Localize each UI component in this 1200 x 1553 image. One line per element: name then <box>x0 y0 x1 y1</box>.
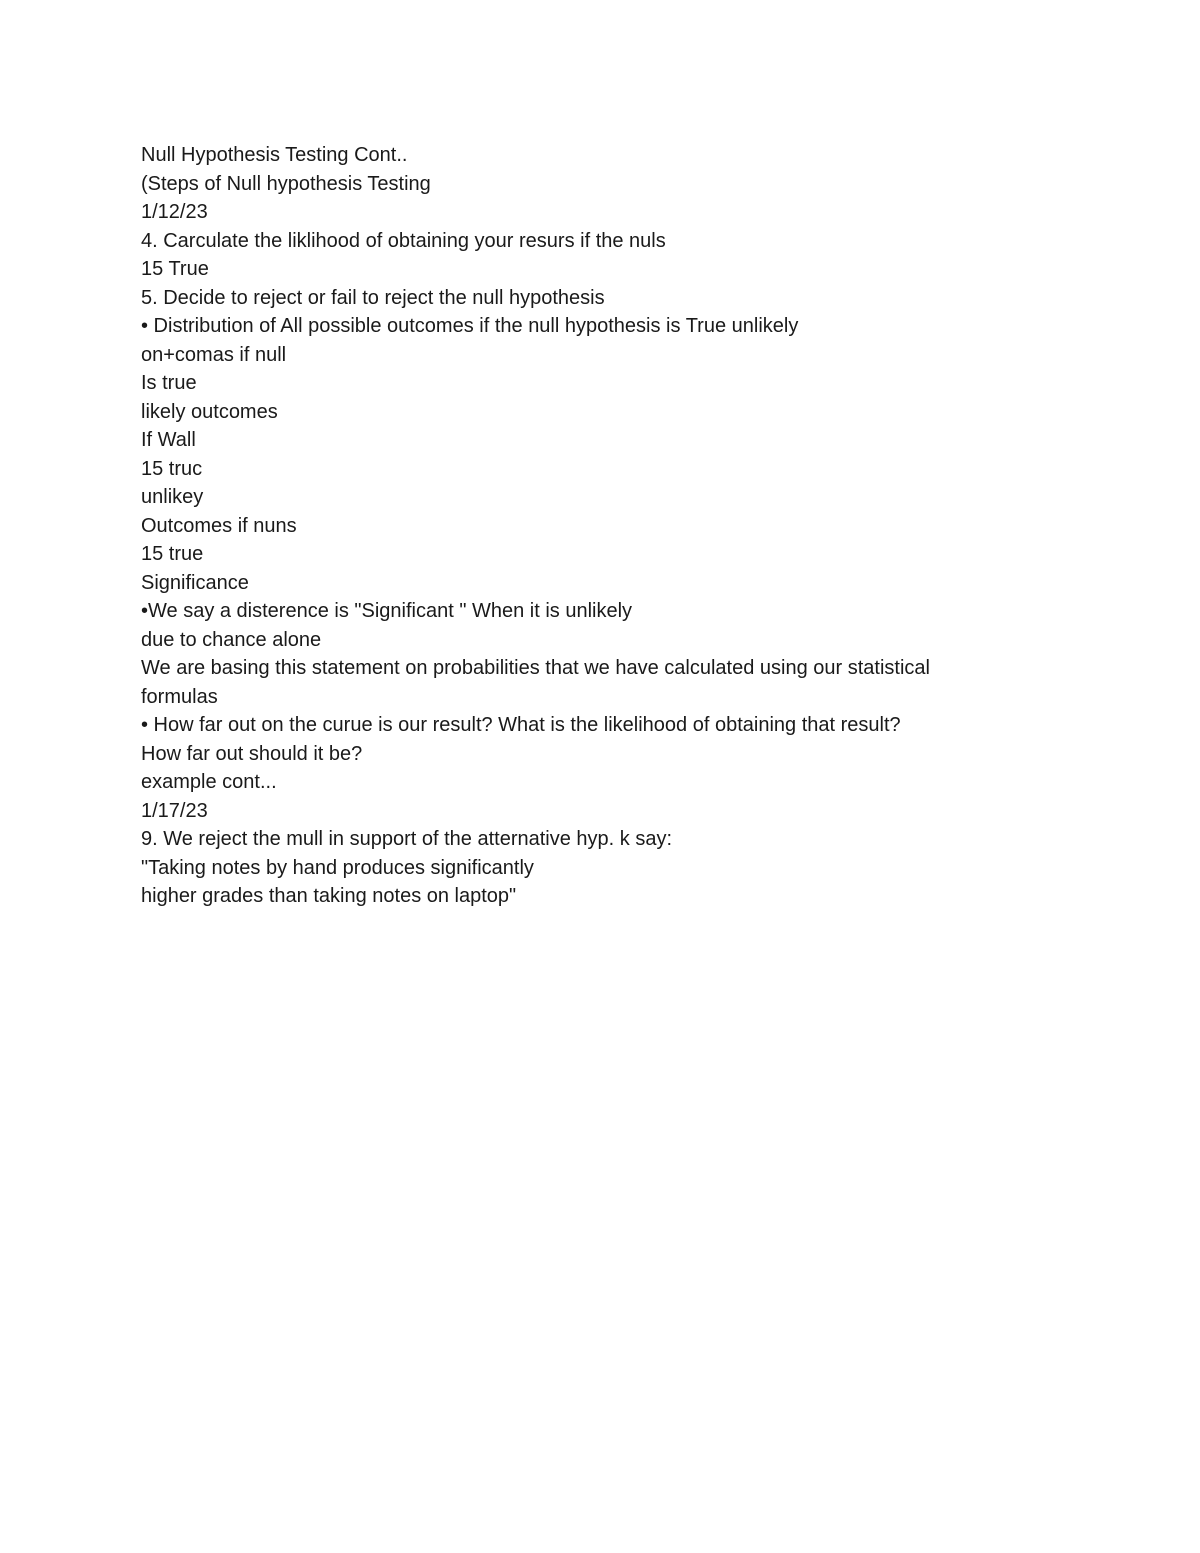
doc-line: How far out should it be? <box>141 742 363 765</box>
doc-line: example cont... <box>141 771 277 793</box>
doc-line: 15 truc <box>141 457 203 480</box>
doc-bullet: • How far out on the curue is our result? What is the likelihood of obtaining that result? <box>141 714 901 736</box>
doc-line: formulas <box>141 685 218 708</box>
doc-bullet: •We say a disterence is "Significant " When it is unlikely <box>141 600 633 622</box>
doc-subtitle: (Steps of Null hypothesis Testing <box>141 172 431 195</box>
doc-line: Is true <box>141 372 197 394</box>
doc-section-heading: Significance <box>141 571 249 594</box>
doc-bullet: • Distribution of All possible outcomes if the null hypothesis is True unlikely <box>141 315 799 337</box>
doc-line: 15 true <box>141 543 204 565</box>
doc-quote: higher grades than taking notes on laptop" <box>141 885 517 907</box>
doc-date: 1/12/23 <box>141 201 208 223</box>
doc-line: 15 True <box>141 258 209 280</box>
document-body <box>141 141 1081 911</box>
doc-line: 5. Decide to reject or fail to reject the null hypothesis <box>141 286 605 309</box>
doc-line: due to chance alone <box>141 628 322 651</box>
doc-line: We are basing this statement on probabilities that we have calculated using our statistical <box>141 657 930 679</box>
doc-quote: "Taking notes by hand produces significantly <box>141 856 534 879</box>
doc-line: 9. We reject the mull in support of the atternative hyp. k say: <box>141 828 673 850</box>
doc-line: on+comas if null <box>141 343 287 366</box>
doc-date: 1/17/23 <box>141 799 208 822</box>
doc-line: If Wall <box>141 429 196 451</box>
doc-line: unlikey <box>141 486 204 508</box>
doc-line: Outcomes if nuns <box>141 514 297 537</box>
doc-line: 4. Carculate the liklihood of obtaining your resurs if the nuls <box>141 229 666 252</box>
doc-line: likely outcomes <box>141 400 278 423</box>
doc-title: Null Hypothesis Testing Cont.. <box>141 144 408 166</box>
